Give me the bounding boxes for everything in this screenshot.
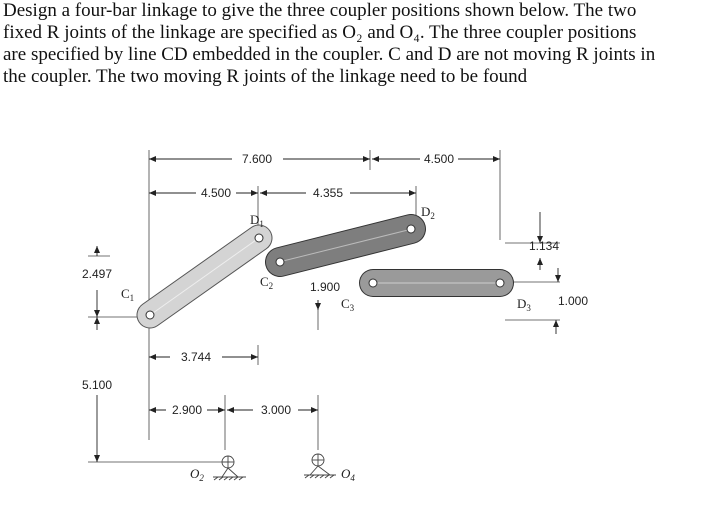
- label-c3: $C_3$: [341, 296, 355, 313]
- problem-line-1: Design a four-bar linkage to give the three coupler positions shown below. The two: [3, 0, 637, 21]
- dim-7600: 7.600: [241, 152, 273, 166]
- problem-line-4: the coupler. The two moving R joints of the linkage need to be found: [3, 66, 528, 87]
- coupler-position-1: [150, 238, 259, 315]
- ground-pivot-o4: [304, 454, 336, 478]
- problem-line-2: fixed R joints of the linkage are specified as O₂ and O₄. The three coupler positions: [3, 22, 637, 43]
- dim-3744: 3.744: [180, 350, 212, 364]
- label-o2: $O_2$: [190, 466, 204, 483]
- coupler-position-2: [280, 229, 411, 262]
- dim-3000: 3.000: [260, 403, 292, 417]
- dim-4355: 4.355: [312, 186, 344, 200]
- ground-pivot-o2: [213, 456, 246, 480]
- dim-5100: 5.100: [81, 378, 113, 392]
- dim-1900: 1.900: [309, 280, 341, 294]
- problem-line-3: are specified by line CD embedded in the coupler. C and D are not moving R joints in: [3, 44, 656, 65]
- dim-2900: 2.900: [171, 403, 203, 417]
- dim-4500-top: 4.500: [423, 152, 455, 166]
- label-d1: $D_1$: [250, 212, 264, 229]
- dim-4500-left: 4.500: [200, 186, 232, 200]
- dim-2497: 2.497: [81, 267, 113, 281]
- dim-1000: 1.000: [557, 294, 589, 308]
- label-c1: $C_1$: [121, 286, 135, 303]
- label-c2: $C_2$: [260, 274, 274, 291]
- label-d3: $D_3$: [517, 296, 531, 313]
- dim-1134: 1.134: [528, 239, 560, 253]
- label-o4: $O_4$: [341, 466, 355, 483]
- label-d2: $D_2$: [421, 204, 435, 221]
